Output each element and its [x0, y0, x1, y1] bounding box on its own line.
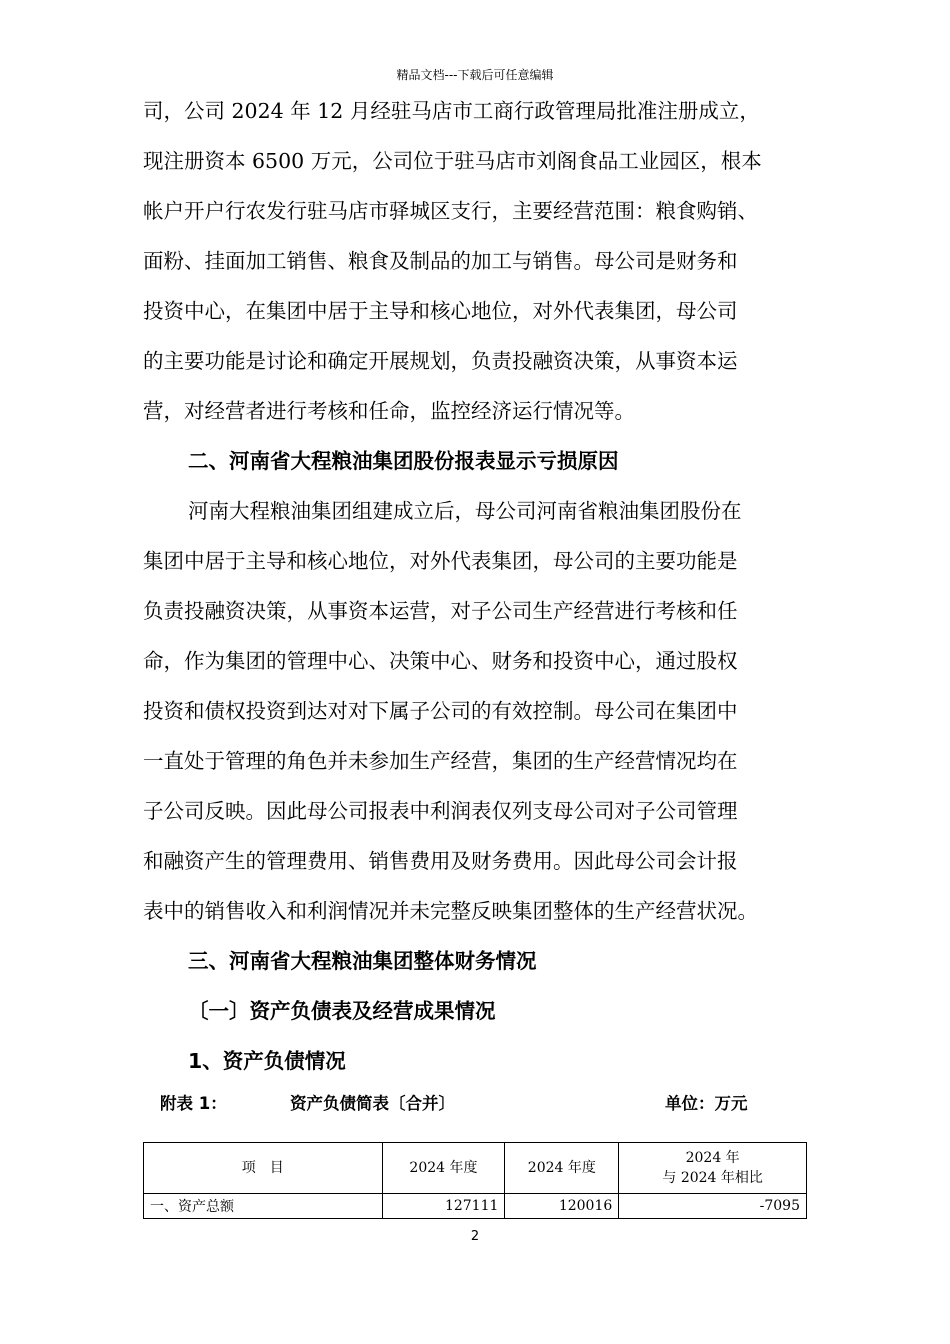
header-comparison-line2: 与 2024 年相比 [662, 1170, 763, 1186]
header-year-1: 2024 年度 [382, 1143, 505, 1194]
cell-value-2: 120016 [505, 1194, 619, 1219]
text-line: 河南大程粮油集团组建成立后，母公司河南省粮油集团股份在 [188, 499, 742, 523]
text-line: 现注册资本 6500 万元，公司位于驻马店市刘阁食品工业园区，根本 [143, 149, 762, 173]
section-heading-2: 二、河南省大程粮油集团股份报表显示亏损原因 [188, 449, 619, 473]
table-header-row [144, 1143, 807, 1194]
header-comparison [619, 1143, 807, 1194]
cell-item: 一、资产总额 [144, 1194, 383, 1219]
text-line: 面粉、挂面加工销售、粮食及制品的加工与销售。母公司是财务和 [143, 249, 738, 273]
page-header: 精品文档---下载后可任意编辑 [396, 68, 554, 82]
text-line: 的主要功能是讨论和确定开展规划，负责投融资决策，从事资本运 [143, 349, 738, 373]
header-comparison-line1: 2024 年 [685, 1150, 740, 1166]
section-heading-3: 三、河南省大程粮油集团整体财务情况 [188, 949, 537, 973]
text-line: 投资和债权投资到达对对下属子公司的有效控制。母公司在集团中 [143, 699, 738, 723]
page-number: 2 [470, 1229, 480, 1244]
text-line: 营，对经营者进行考核和任命，监控经济运行情况等。 [143, 399, 635, 423]
caption-label: 附表 1： [160, 1094, 227, 1113]
cell-value-1: 127111 [382, 1194, 505, 1219]
header-year-2: 2024 年度 [505, 1143, 619, 1194]
header-item: 项 目 [144, 1143, 383, 1194]
item-heading: 1、资产负债情况 [188, 1049, 346, 1073]
text-line: 和融资产生的管理费用、销售费用及财务费用。因此母公司会计报 [143, 849, 738, 873]
caption-title: 资产负债简表〔合并〕 [290, 1094, 455, 1113]
text-line: 帐户开户行农发行驻马店市驿城区支行，主要经营范围：粮食购销、 [143, 199, 758, 223]
text-line: 子公司反映。因此母公司报表中利润表仅列支母公司对子公司管理 [143, 799, 738, 823]
balance-sheet-table [143, 1142, 807, 1219]
text-line: 命，作为集团的管理中心、决策中心、财务和投资中心，通过股权 [143, 649, 738, 673]
text-line: 表中的销售收入和利润情况并未完整反映集团整体的生产经营状况。 [143, 899, 758, 923]
caption-unit: 单位：万元 [665, 1094, 748, 1113]
text-line: 集团中居于主导和核心地位，对外代表集团，母公司的主要功能是 [143, 549, 738, 573]
text-line: 负责投融资决策，从事资本运营，对子公司生产经营进行考核和任 [143, 599, 738, 623]
text-line: 投资中心，在集团中居于主导和核心地位，对外代表集团，母公司 [143, 299, 738, 323]
table-row [144, 1194, 807, 1219]
subsection-heading: 〔一〕资产负债表及经营成果情况 [188, 999, 496, 1023]
text-line: 司，公司 2024 年 12 月经驻马店市工商行政管理局批准注册成立， [143, 99, 760, 123]
text-line: 一直处于管理的角色并未参加生产经营，集团的生产经营情况均在 [143, 749, 738, 773]
cell-difference: -7095 [619, 1194, 807, 1219]
table-caption [0, 1090, 950, 1120]
paragraph-company-intro [143, 86, 807, 1086]
